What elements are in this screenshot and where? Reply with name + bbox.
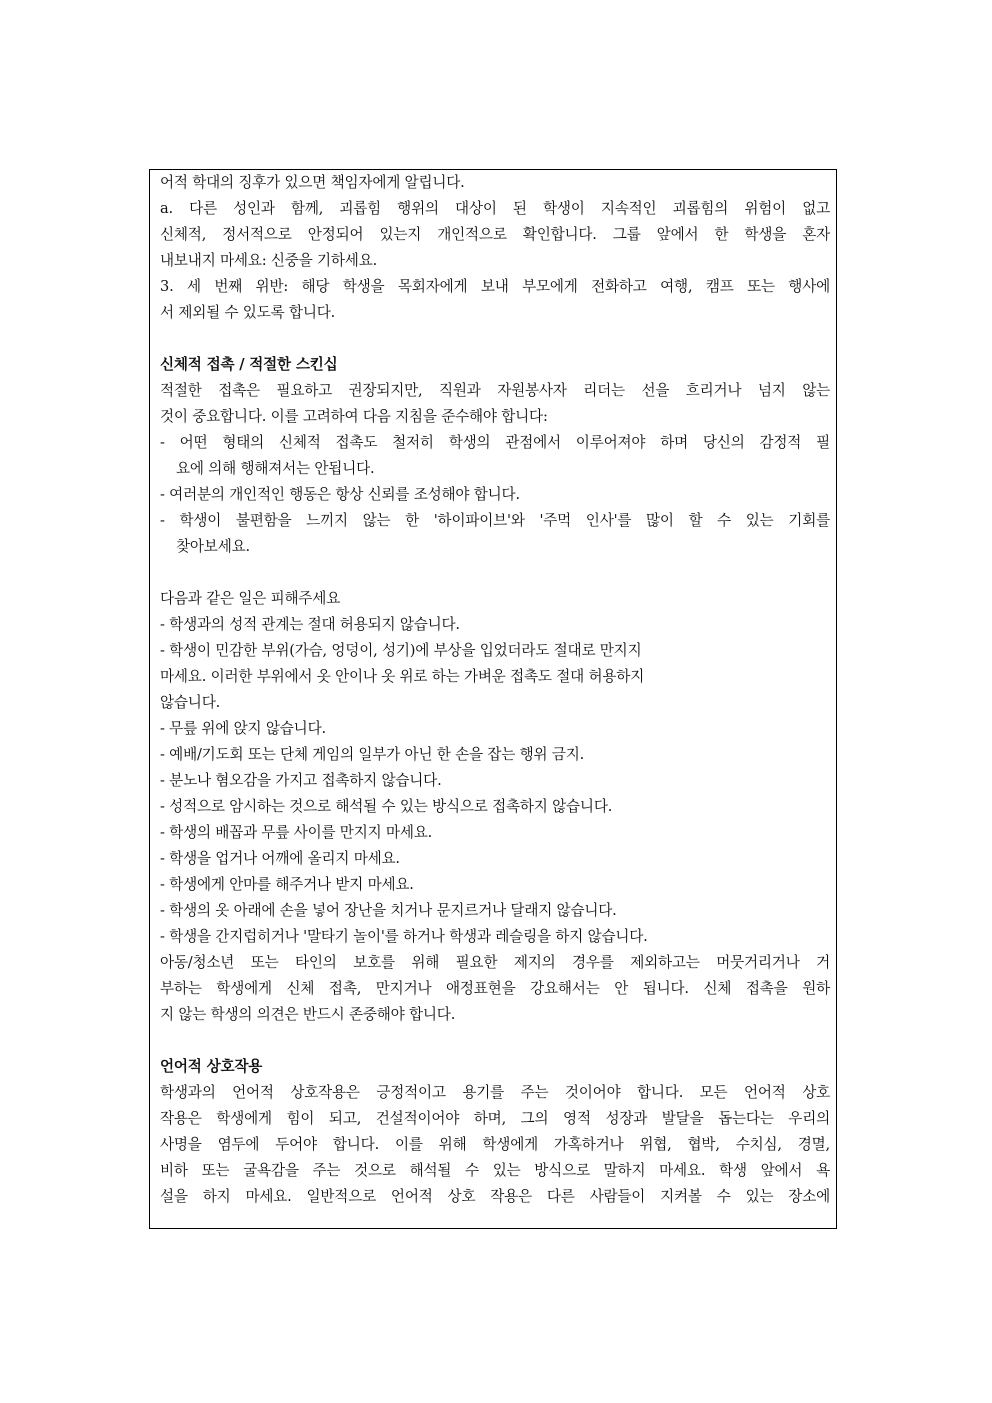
bullet-item: - 학생이 불편함을 느끼지 않는 한 '하이파이브'와 '주먹 인사'를 많이 할 수 있는 기회를 [160, 512, 830, 529]
avoid-item: - 무릎 위에 앉지 않습니다. [160, 720, 326, 737]
spacer [160, 560, 830, 586]
avoid-item-continued: 마세요. 이러한 부위에서 옷 안이나 옷 위로 하는 가벼운 접촉도 절대 허용하지 [160, 668, 645, 685]
avoid-heading: 다음과 같은 일은 피해주세요 [160, 590, 341, 607]
document-body [160, 170, 830, 1210]
avoid-item: - 학생의 배꼽과 무릎 사이를 만지지 마세요. [160, 824, 433, 841]
step-a-line: a. 다른 성인과 함께, 괴롭힘 행위의 대상이 된 학생이 지속적인 괴롭힘의 위험이 없고 [160, 200, 830, 217]
step-a-line: 신체적, 정서적으로 안정되어 있는지 개인적으로 확인합니다. 그룹 앞에서 한 학생을 혼자 [160, 226, 830, 243]
paragraph-line: 적절한 접촉은 필요하고 권장되지만, 직원과 자원봉사자 리더는 선을 흐리거나 넘지 않는 [160, 382, 830, 399]
bullet-item: - 어떤 형태의 신체적 접촉도 철저히 학생의 관점에서 이루어져야 하며 당신의 감정적 필 [160, 434, 830, 451]
step-a-line: 내보내지 마세요: 신중을 기하세요. [160, 252, 378, 269]
avoid-item-continued: 않습니다. [160, 694, 221, 711]
avoid-item: - 학생에게 안마를 해주거나 받지 마세요. [160, 876, 414, 893]
paragraph-line: 사명을 염두에 두어야 합니다. 이를 위해 학생에게 가혹하거나 위협, 협박, 수치심, 경멸, [160, 1136, 830, 1153]
avoid-item: - 학생을 업거나 어깨에 올리지 마세요. [160, 850, 400, 867]
document-frame [149, 169, 837, 1229]
paragraph-line: 비하 또는 굴욕감을 주는 것으로 해석될 수 있는 방식으로 말하지 마세요. 학생 앞에서 욕 [160, 1162, 830, 1179]
paragraph-line: 작용은 학생에게 힘이 되고, 건설적이어야 하며, 그의 영적 성장과 발달을 돕는다는 우리의 [160, 1110, 830, 1127]
bullet-item-continued: 찾아보세요. [176, 538, 250, 555]
bullet-item-continued: 요에 의해 행해져서는 안됩니다. [176, 460, 375, 477]
spacer [160, 326, 830, 352]
third-violation-line: 3. 세 번째 위반: 해당 학생을 목회자에게 보내 부모에게 전화하고 여행, 캠프 또는 행사에 [160, 278, 831, 295]
third-violation-line: 서 제외될 수 있도록 합니다. [160, 304, 336, 321]
paragraph-line: 지 않는 학생의 의견은 반드시 존중해야 합니다. [160, 1006, 456, 1023]
avoid-item: - 예배/기도회 또는 단체 게임의 일부가 아닌 한 손을 잡는 행위 금지. [160, 746, 585, 763]
bullet-item: - 여러분의 개인적인 행동은 항상 신뢰를 조성해야 합니다. [160, 486, 520, 503]
physical-contact-heading: 신체적 접촉 / 적절한 스킨십 [160, 356, 338, 373]
paragraph-line: 아동/청소년 또는 타인의 보호를 위해 필요한 제지의 경우를 제외하고는 머뭇거리거나 거 [160, 954, 830, 971]
avoid-item: - 분노나 혐오감을 가지고 접촉하지 않습니다. [160, 772, 442, 789]
paragraph-line: 설을 하지 마세요. 일반적으로 언어적 상호 작용은 다른 사람들이 지켜볼 수 있는 장소에 [160, 1188, 830, 1205]
avoid-item: - 학생이 민감한 부위(가슴, 엉덩이, 성기)에 부상을 입었더라도 절대로 만지지 [160, 642, 642, 659]
avoid-item: - 학생을 간지럽히거나 '말타기 놀이'를 하거나 학생과 레슬링을 하지 않습니다. [160, 928, 648, 945]
paragraph-line: 학생과의 언어적 상호작용은 긍정적이고 용기를 주는 것이어야 합니다. 모든 언어적 상호 [160, 1084, 830, 1101]
paragraph-line: 것이 중요합니다. 이를 고려하여 다음 지침을 준수해야 합니다: [160, 408, 548, 425]
verbal-interaction-heading: 언어적 상호작용 [160, 1058, 263, 1075]
avoid-item: - 학생과의 성적 관계는 절대 허용되지 않습니다. [160, 616, 460, 633]
intro-line: 어적 학대의 징후가 있으면 책임자에게 알립니다. [160, 174, 465, 191]
avoid-item: - 학생의 옷 아래에 손을 넣어 장난을 치거나 문지르거나 달래지 않습니다. [160, 902, 617, 919]
avoid-item: - 성적으로 암시하는 것으로 해석될 수 있는 방식으로 접촉하지 않습니다. [160, 798, 613, 815]
spacer [160, 1028, 830, 1054]
paragraph-line: 부하는 학생에게 신체 접촉, 만지거나 애정표현을 강요해서는 안 됩니다. 신체 접촉을 원하 [160, 980, 830, 997]
